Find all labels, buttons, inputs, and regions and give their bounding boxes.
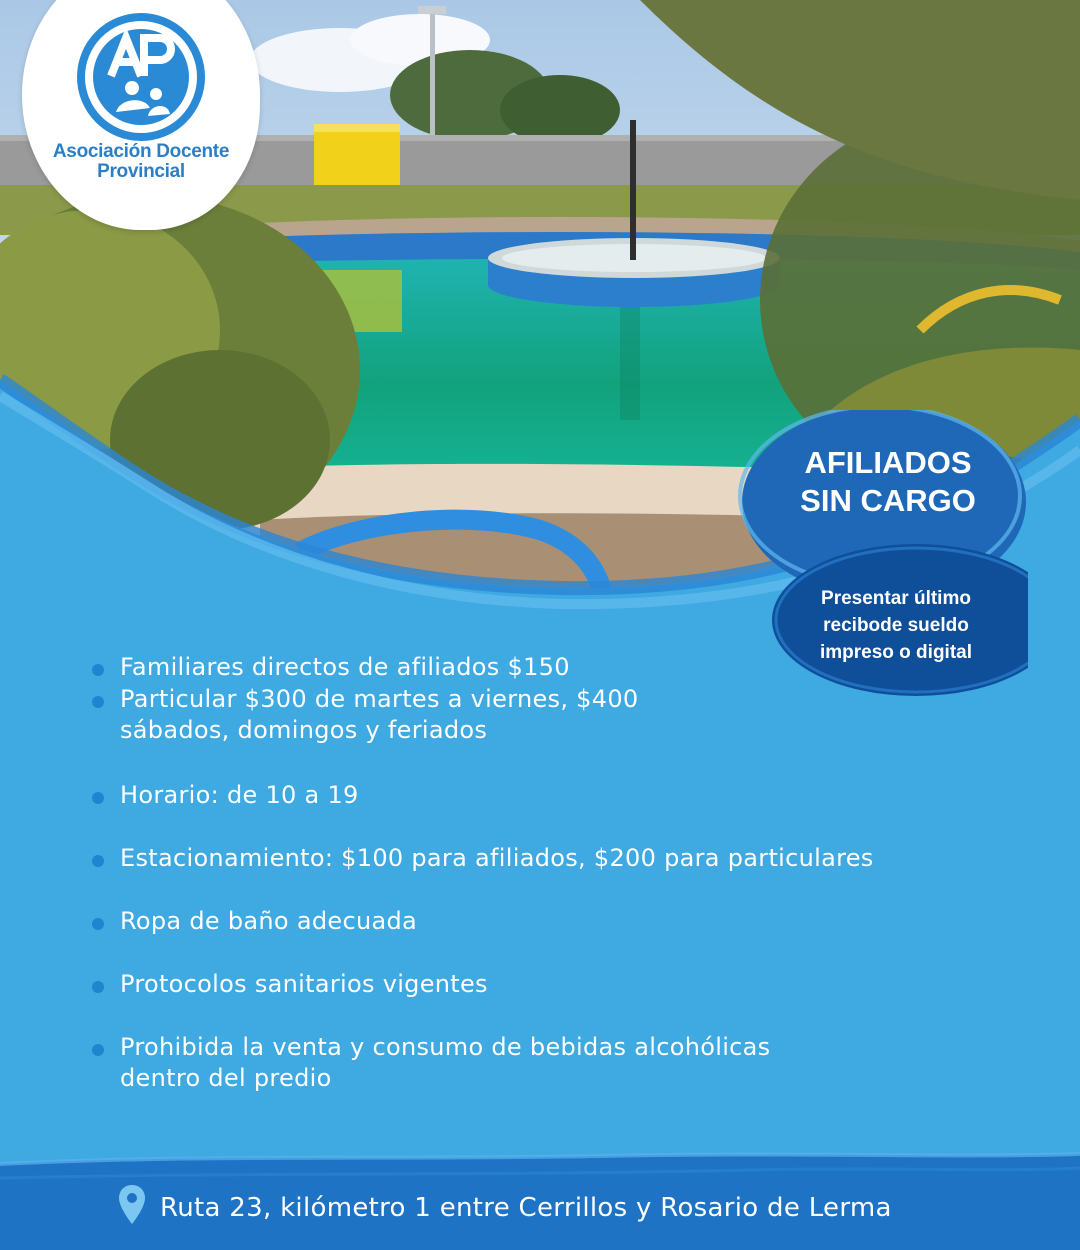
badge-note-line3: impreso o digital <box>819 642 973 663</box>
badge-title-line2: SIN CARGO <box>800 483 976 518</box>
info-item-line: Familiares directos de afiliados $150 <box>120 653 570 681</box>
location-pin-icon <box>118 1184 146 1226</box>
badge-title <box>774 444 1002 520</box>
info-item-line: Prohibida la venta y consumo de bebidas alcohólicas <box>120 1033 771 1061</box>
brand-name <box>22 142 260 182</box>
bullet-icon <box>92 792 104 804</box>
brand-name-line2: Provincial <box>97 161 185 182</box>
badge-note-line1: Presentar último <box>821 588 971 609</box>
adp-logo-icon <box>76 12 206 142</box>
bullet-icon <box>92 1044 104 1056</box>
info-item-line: Ropa de baño adecuada <box>120 907 418 935</box>
brand-name-line1: Asociación Docente <box>52 141 230 162</box>
bullet-icon <box>92 981 104 993</box>
bullet-icon <box>92 855 104 867</box>
address-text: Ruta 23, kilómetro 1 entre Cerrillos y Rosario de Lerma <box>160 1193 892 1223</box>
info-item-line: dentro del predio <box>120 1064 332 1092</box>
info-item-line: Estacionamiento: $100 para afiliados, $200 para particulares <box>120 844 874 872</box>
info-item-line: Horario: de 10 a 19 <box>120 781 359 809</box>
info-item-line: Particular $300 de martes a viernes, $400 <box>120 685 639 713</box>
bullet-icon <box>92 696 104 708</box>
badge-note-line2: recibode sueldo <box>823 615 969 636</box>
info-item-line: Protocolos sanitarios vigentes <box>120 970 488 998</box>
bullet-icon <box>92 664 104 676</box>
badge-title-line1: AFILIADOS <box>804 445 972 480</box>
bullet-icon <box>92 918 104 930</box>
info-item-line: sábados, domingos y feriados <box>120 716 488 744</box>
